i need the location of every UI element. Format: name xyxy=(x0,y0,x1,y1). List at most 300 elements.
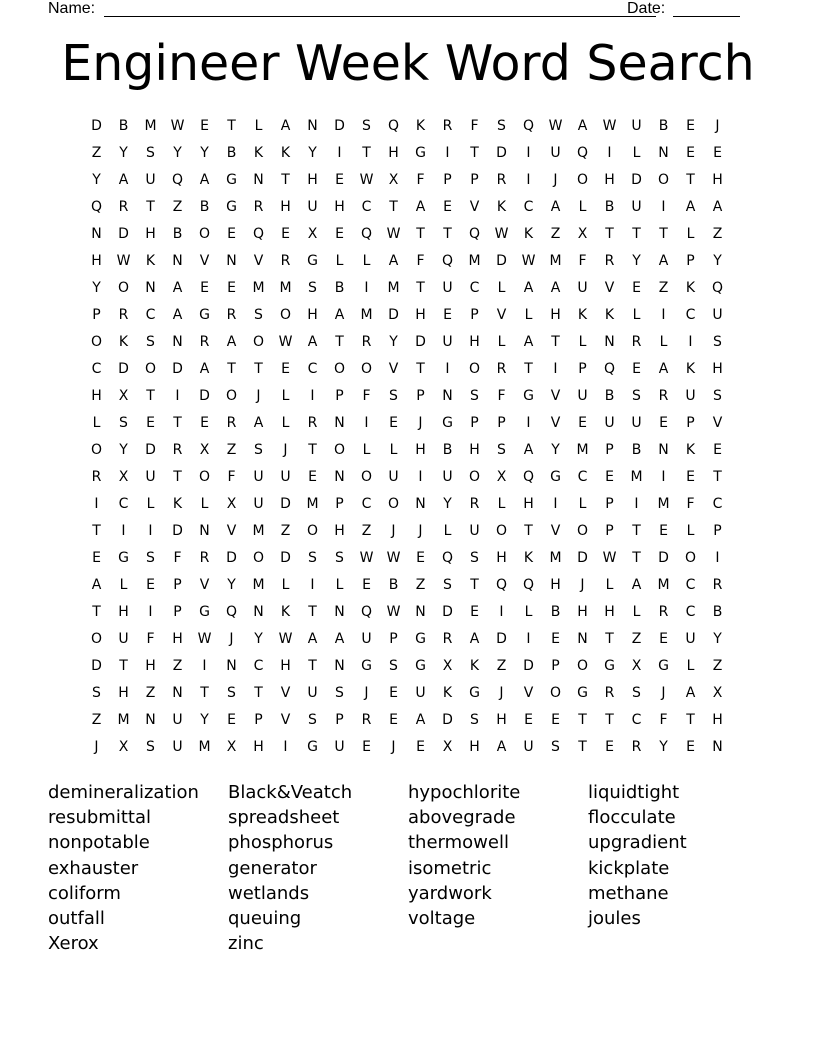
grid-letter[interactable]: Q xyxy=(711,279,724,296)
grid-letter[interactable]: H xyxy=(523,495,534,512)
grid-letter[interactable]: I xyxy=(364,279,369,296)
grid-letter[interactable]: R xyxy=(712,576,723,593)
grid-letter[interactable]: G xyxy=(199,306,210,323)
grid-letter[interactable]: V xyxy=(550,387,561,404)
grid-letter[interactable]: Q xyxy=(387,117,400,134)
grid-letter[interactable]: H xyxy=(712,711,723,728)
grid-letter[interactable]: N xyxy=(658,144,669,161)
grid-letter[interactable]: N xyxy=(172,333,183,350)
grid-letter[interactable]: G xyxy=(118,549,129,566)
grid-letter[interactable]: L xyxy=(578,333,587,350)
grid-letter[interactable]: M xyxy=(387,279,400,296)
grid-letter[interactable]: F xyxy=(686,495,695,512)
grid-letter[interactable]: A xyxy=(199,360,210,377)
grid-letter[interactable]: N xyxy=(226,252,237,269)
grid-letter[interactable]: S xyxy=(308,711,317,728)
grid-letter[interactable]: W xyxy=(197,630,212,647)
grid-letter[interactable]: H xyxy=(334,522,345,539)
grid-letter[interactable]: D xyxy=(496,144,507,161)
grid-letter[interactable]: N xyxy=(145,279,156,296)
grid-letter[interactable]: E xyxy=(713,441,722,458)
grid-letter[interactable]: B xyxy=(604,198,615,215)
grid-letter[interactable]: O xyxy=(360,468,373,485)
grid-letter[interactable]: R xyxy=(91,468,102,485)
grid-letter[interactable]: C xyxy=(577,468,588,485)
grid-letter[interactable]: U xyxy=(577,279,588,296)
grid-letter[interactable]: A xyxy=(631,576,642,593)
grid-letter[interactable]: F xyxy=(416,252,425,269)
grid-letter[interactable]: Z xyxy=(712,225,723,242)
grid-letter[interactable]: K xyxy=(685,279,696,296)
grid-letter[interactable]: Y xyxy=(254,630,263,647)
grid-letter[interactable]: M xyxy=(657,576,670,593)
grid-letter[interactable]: U xyxy=(523,738,534,755)
grid-letter[interactable]: S xyxy=(146,333,155,350)
grid-letter[interactable]: A xyxy=(172,279,183,296)
grid-letter[interactable]: O xyxy=(252,333,265,350)
grid-letter[interactable]: R xyxy=(253,198,264,215)
grid-letter[interactable]: G xyxy=(226,171,237,188)
grid-letter[interactable]: T xyxy=(416,279,425,296)
grid-letter[interactable]: J xyxy=(256,387,261,404)
grid-letter[interactable]: S xyxy=(497,117,506,134)
grid-letter[interactable]: L xyxy=(389,441,398,458)
grid-letter[interactable]: T xyxy=(308,657,317,674)
grid-letter[interactable]: U xyxy=(334,738,345,755)
grid-letter[interactable]: F xyxy=(470,117,479,134)
grid-letter[interactable]: D xyxy=(523,657,534,674)
grid-letter[interactable]: G xyxy=(307,738,318,755)
grid-letter[interactable]: A xyxy=(469,630,480,647)
grid-letter[interactable]: H xyxy=(307,171,318,188)
grid-letter[interactable]: E xyxy=(200,414,209,431)
grid-letter[interactable]: E xyxy=(551,630,560,647)
grid-letter[interactable]: U xyxy=(469,522,480,539)
grid-letter[interactable]: U xyxy=(280,468,291,485)
grid-letter[interactable]: F xyxy=(173,549,182,566)
grid-letter[interactable]: H xyxy=(550,576,561,593)
grid-letter[interactable]: Y xyxy=(200,144,209,161)
grid-letter[interactable]: N xyxy=(442,387,453,404)
grid-letter[interactable]: B xyxy=(658,117,669,134)
grid-letter[interactable]: U xyxy=(253,468,264,485)
grid-letter[interactable]: V xyxy=(523,684,534,701)
grid-letter[interactable]: E xyxy=(524,711,533,728)
grid-letter[interactable]: E xyxy=(227,279,236,296)
grid-letter[interactable]: U xyxy=(712,306,723,323)
grid-letter[interactable]: L xyxy=(497,279,506,296)
grid-letter[interactable]: R xyxy=(469,495,480,512)
grid-letter[interactable]: K xyxy=(577,306,588,323)
grid-letter[interactable]: I xyxy=(661,198,666,215)
grid-letter[interactable]: H xyxy=(91,252,102,269)
grid-letter[interactable]: V xyxy=(280,684,291,701)
grid-letter[interactable]: M xyxy=(549,549,562,566)
grid-letter[interactable]: E xyxy=(416,549,425,566)
grid-letter[interactable]: O xyxy=(198,468,211,485)
grid-letter[interactable]: Z xyxy=(172,657,183,674)
grid-letter[interactable]: G xyxy=(550,468,561,485)
grid-letter[interactable]: D xyxy=(280,549,291,566)
grid-letter[interactable]: R xyxy=(361,711,372,728)
grid-letter[interactable]: B xyxy=(118,117,129,134)
grid-letter[interactable]: T xyxy=(686,171,695,188)
grid-letter[interactable]: O xyxy=(90,333,103,350)
grid-letter[interactable]: F xyxy=(497,387,506,404)
grid-letter[interactable]: O xyxy=(495,522,508,539)
grid-letter[interactable]: Z xyxy=(91,711,102,728)
grid-letter[interactable]: E xyxy=(578,414,587,431)
grid-letter[interactable]: E xyxy=(686,117,695,134)
grid-letter[interactable]: R xyxy=(658,603,669,620)
grid-letter[interactable]: C xyxy=(523,198,534,215)
grid-letter[interactable]: E xyxy=(713,144,722,161)
grid-letter[interactable]: M xyxy=(252,522,265,539)
grid-letter[interactable]: O xyxy=(468,468,481,485)
grid-letter[interactable]: P xyxy=(605,495,614,512)
grid-letter[interactable]: T xyxy=(362,144,371,161)
grid-letter[interactable]: Q xyxy=(576,144,589,161)
grid-letter[interactable]: K xyxy=(172,495,183,512)
grid-letter[interactable]: U xyxy=(577,387,588,404)
grid-letter[interactable]: I xyxy=(310,576,315,593)
grid-letter[interactable]: A xyxy=(334,630,345,647)
grid-letter[interactable]: T xyxy=(227,117,236,134)
grid-letter[interactable]: V xyxy=(199,576,210,593)
grid-letter[interactable]: E xyxy=(308,468,317,485)
grid-letter[interactable]: D xyxy=(91,117,102,134)
grid-letter[interactable]: A xyxy=(577,117,588,134)
grid-letter[interactable]: Y xyxy=(227,576,236,593)
grid-letter[interactable]: G xyxy=(415,630,426,647)
grid-letter[interactable]: G xyxy=(415,657,426,674)
grid-letter[interactable]: K xyxy=(496,198,507,215)
grid-letter[interactable]: P xyxy=(389,630,398,647)
grid-letter[interactable]: X xyxy=(118,387,129,404)
grid-letter[interactable]: H xyxy=(388,144,399,161)
grid-letter[interactable]: W xyxy=(386,549,401,566)
grid-letter[interactable]: U xyxy=(631,414,642,431)
grid-letter[interactable]: S xyxy=(254,441,263,458)
grid-letter[interactable]: H xyxy=(496,711,507,728)
grid-letter[interactable]: I xyxy=(310,387,315,404)
grid-letter[interactable]: R xyxy=(172,441,183,458)
grid-letter[interactable]: E xyxy=(443,306,452,323)
grid-letter[interactable]: E xyxy=(470,603,479,620)
grid-letter[interactable]: K xyxy=(415,117,426,134)
grid-letter[interactable]: A xyxy=(550,198,561,215)
grid-letter[interactable]: M xyxy=(657,495,670,512)
grid-letter[interactable]: E xyxy=(686,738,695,755)
grid-letter[interactable]: L xyxy=(524,306,533,323)
grid-letter[interactable]: S xyxy=(632,684,641,701)
grid-letter[interactable]: A xyxy=(685,684,696,701)
grid-letter[interactable]: E xyxy=(416,738,425,755)
grid-letter[interactable]: Z xyxy=(496,657,507,674)
grid-letter[interactable]: V xyxy=(550,522,561,539)
grid-letter[interactable]: I xyxy=(634,495,639,512)
grid-letter[interactable]: L xyxy=(632,144,641,161)
grid-letter[interactable]: A xyxy=(280,117,291,134)
grid-letter[interactable]: E xyxy=(335,225,344,242)
name-field-line[interactable] xyxy=(104,16,656,17)
grid-letter[interactable]: K xyxy=(523,225,534,242)
grid-letter[interactable]: D xyxy=(172,522,183,539)
grid-letter[interactable]: J xyxy=(553,171,558,188)
grid-letter[interactable]: H xyxy=(712,171,723,188)
grid-letter[interactable]: N xyxy=(658,441,669,458)
grid-letter[interactable]: C xyxy=(685,306,696,323)
grid-letter[interactable]: Y xyxy=(713,252,722,269)
grid-letter[interactable]: R xyxy=(361,333,372,350)
grid-letter[interactable]: T xyxy=(146,198,155,215)
grid-letter[interactable]: U xyxy=(172,738,183,755)
grid-letter[interactable]: D xyxy=(631,171,642,188)
grid-letter[interactable]: Q xyxy=(441,549,454,566)
grid-letter[interactable]: X xyxy=(199,441,210,458)
grid-letter[interactable]: I xyxy=(283,738,288,755)
grid-letter[interactable]: L xyxy=(632,603,641,620)
grid-letter[interactable]: L xyxy=(659,333,668,350)
grid-letter[interactable]: V xyxy=(226,522,237,539)
grid-letter[interactable]: I xyxy=(445,144,450,161)
grid-letter[interactable]: N xyxy=(226,657,237,674)
grid-letter[interactable]: T xyxy=(308,441,317,458)
grid-letter[interactable]: E xyxy=(227,225,236,242)
grid-letter[interactable]: L xyxy=(281,387,290,404)
grid-letter[interactable]: N xyxy=(253,603,264,620)
grid-letter[interactable]: E xyxy=(146,576,155,593)
grid-letter[interactable]: F xyxy=(578,252,587,269)
grid-letter[interactable]: T xyxy=(632,549,641,566)
grid-letter[interactable]: Q xyxy=(495,576,508,593)
grid-letter[interactable]: E xyxy=(443,198,452,215)
grid-letter[interactable]: H xyxy=(253,738,264,755)
grid-letter[interactable]: H xyxy=(577,603,588,620)
grid-letter[interactable]: E xyxy=(659,414,668,431)
grid-letter[interactable]: Y xyxy=(308,144,317,161)
grid-letter[interactable]: R xyxy=(118,306,129,323)
grid-letter[interactable]: U xyxy=(361,630,372,647)
grid-letter[interactable]: S xyxy=(470,549,479,566)
grid-letter[interactable]: P xyxy=(686,414,695,431)
grid-letter[interactable]: W xyxy=(116,252,131,269)
grid-letter[interactable]: D xyxy=(496,630,507,647)
grid-letter[interactable]: A xyxy=(658,360,669,377)
grid-letter[interactable]: Z xyxy=(91,144,102,161)
grid-letter[interactable]: O xyxy=(576,171,589,188)
grid-letter[interactable]: X xyxy=(577,225,588,242)
grid-letter[interactable]: P xyxy=(443,171,452,188)
grid-letter[interactable]: I xyxy=(94,495,99,512)
grid-letter[interactable]: W xyxy=(521,252,536,269)
grid-letter[interactable]: K xyxy=(685,360,696,377)
grid-letter[interactable]: H xyxy=(334,198,345,215)
grid-letter[interactable]: U xyxy=(604,414,615,431)
grid-letter[interactable]: L xyxy=(281,414,290,431)
grid-letter[interactable]: M xyxy=(117,711,130,728)
grid-letter[interactable]: X xyxy=(226,495,237,512)
grid-letter[interactable]: A xyxy=(415,198,426,215)
grid-letter[interactable]: Z xyxy=(631,630,642,647)
grid-letter[interactable]: Y xyxy=(119,441,128,458)
grid-letter[interactable]: P xyxy=(605,441,614,458)
grid-letter[interactable]: R xyxy=(199,333,210,350)
grid-letter[interactable]: E xyxy=(605,468,614,485)
grid-letter[interactable]: F xyxy=(659,711,668,728)
grid-letter[interactable]: S xyxy=(146,549,155,566)
grid-letter[interactable]: E xyxy=(92,549,101,566)
grid-letter[interactable]: E xyxy=(227,711,236,728)
grid-letter[interactable]: V xyxy=(469,198,480,215)
grid-letter[interactable]: R xyxy=(307,414,318,431)
grid-letter[interactable]: E xyxy=(281,360,290,377)
grid-letter[interactable]: J xyxy=(94,738,99,755)
grid-letter[interactable]: L xyxy=(146,495,155,512)
grid-letter[interactable]: V xyxy=(280,711,291,728)
grid-letter[interactable]: D xyxy=(415,333,426,350)
grid-letter[interactable]: T xyxy=(470,144,479,161)
grid-letter[interactable]: E xyxy=(362,576,371,593)
grid-letter[interactable]: T xyxy=(416,225,425,242)
grid-letter[interactable]: B xyxy=(631,441,642,458)
grid-letter[interactable]: O xyxy=(333,360,346,377)
grid-letter[interactable]: Q xyxy=(603,360,616,377)
grid-letter[interactable]: U xyxy=(145,468,156,485)
grid-letter[interactable]: P xyxy=(497,414,506,431)
grid-letter[interactable]: S xyxy=(335,684,344,701)
grid-letter[interactable]: L xyxy=(686,225,695,242)
grid-letter[interactable]: X xyxy=(442,738,453,755)
grid-letter[interactable]: T xyxy=(605,630,614,647)
grid-letter[interactable]: Q xyxy=(171,171,184,188)
grid-letter[interactable]: L xyxy=(443,522,452,539)
grid-letter[interactable]: N xyxy=(253,171,264,188)
grid-letter[interactable]: M xyxy=(576,441,589,458)
grid-letter[interactable]: S xyxy=(92,684,101,701)
grid-letter[interactable]: T xyxy=(713,468,722,485)
grid-letter[interactable]: K xyxy=(442,684,453,701)
grid-letter[interactable]: Q xyxy=(522,468,535,485)
grid-letter[interactable]: J xyxy=(229,630,234,647)
grid-letter[interactable]: T xyxy=(416,360,425,377)
grid-letter[interactable]: D xyxy=(442,711,453,728)
grid-letter[interactable]: I xyxy=(148,522,153,539)
grid-letter[interactable]: Y xyxy=(713,630,722,647)
grid-letter[interactable]: K xyxy=(604,306,615,323)
grid-letter[interactable]: R xyxy=(280,252,291,269)
grid-letter[interactable]: V xyxy=(604,279,615,296)
grid-letter[interactable]: H xyxy=(118,684,129,701)
grid-letter[interactable]: U xyxy=(145,171,156,188)
grid-letter[interactable]: C xyxy=(307,360,318,377)
grid-letter[interactable]: R xyxy=(442,630,453,647)
grid-letter[interactable]: N xyxy=(334,414,345,431)
grid-letter[interactable]: T xyxy=(578,738,587,755)
grid-letter[interactable]: H xyxy=(280,657,291,674)
grid-letter[interactable]: R xyxy=(631,333,642,350)
grid-letter[interactable]: G xyxy=(577,684,588,701)
grid-letter[interactable]: P xyxy=(335,495,344,512)
grid-letter[interactable]: Z xyxy=(658,279,669,296)
grid-letter[interactable]: L xyxy=(578,495,587,512)
grid-letter[interactable]: G xyxy=(658,657,669,674)
grid-letter[interactable]: S xyxy=(551,738,560,755)
grid-letter[interactable]: G xyxy=(523,387,534,404)
grid-letter[interactable]: I xyxy=(337,144,342,161)
grid-letter[interactable]: S xyxy=(227,684,236,701)
grid-letter[interactable]: L xyxy=(92,414,101,431)
grid-letter[interactable]: L xyxy=(605,576,614,593)
grid-letter[interactable]: O xyxy=(468,360,481,377)
grid-letter[interactable]: C xyxy=(712,495,723,512)
grid-letter[interactable]: J xyxy=(499,684,504,701)
grid-letter[interactable]: H xyxy=(469,333,480,350)
grid-letter[interactable]: S xyxy=(497,441,506,458)
grid-letter[interactable]: K xyxy=(253,144,264,161)
grid-letter[interactable]: X xyxy=(307,225,318,242)
grid-letter[interactable]: J xyxy=(283,441,288,458)
grid-letter[interactable]: A xyxy=(226,333,237,350)
grid-letter[interactable]: T xyxy=(254,684,263,701)
grid-letter[interactable]: L xyxy=(362,252,371,269)
grid-letter[interactable]: N xyxy=(334,468,345,485)
grid-letter[interactable]: I xyxy=(553,360,558,377)
grid-letter[interactable]: M xyxy=(549,252,562,269)
grid-letter[interactable]: O xyxy=(198,225,211,242)
grid-letter[interactable]: D xyxy=(442,603,453,620)
grid-letter[interactable]: H xyxy=(604,603,615,620)
grid-letter[interactable]: X xyxy=(712,684,723,701)
grid-letter[interactable]: A xyxy=(334,306,345,323)
grid-letter[interactable]: S xyxy=(389,657,398,674)
grid-letter[interactable]: E xyxy=(362,738,371,755)
grid-letter[interactable]: O xyxy=(387,495,400,512)
grid-letter[interactable]: E xyxy=(389,414,398,431)
grid-letter[interactable]: N xyxy=(334,603,345,620)
grid-letter[interactable]: I xyxy=(661,306,666,323)
grid-letter[interactable]: Y xyxy=(200,711,209,728)
grid-letter[interactable]: N xyxy=(172,684,183,701)
grid-letter[interactable]: P xyxy=(551,657,560,674)
grid-letter[interactable]: J xyxy=(580,576,585,593)
grid-letter[interactable]: L xyxy=(632,306,641,323)
grid-letter[interactable]: I xyxy=(175,387,180,404)
grid-letter[interactable]: C xyxy=(145,306,156,323)
grid-letter[interactable]: T xyxy=(200,684,209,701)
grid-letter[interactable]: E xyxy=(200,279,209,296)
grid-letter[interactable]: L xyxy=(119,576,128,593)
grid-letter[interactable]: D xyxy=(172,360,183,377)
grid-letter[interactable]: R xyxy=(496,171,507,188)
grid-letter[interactable]: Q xyxy=(360,225,373,242)
grid-letter[interactable]: Q xyxy=(90,198,103,215)
grid-letter[interactable]: S xyxy=(443,576,452,593)
grid-letter[interactable]: I xyxy=(553,495,558,512)
grid-letter[interactable]: T xyxy=(173,414,182,431)
grid-letter[interactable]: W xyxy=(170,117,185,134)
grid-letter[interactable]: A xyxy=(118,171,129,188)
grid-letter[interactable]: P xyxy=(254,711,263,728)
grid-letter[interactable]: U xyxy=(631,198,642,215)
grid-letter[interactable]: J xyxy=(418,414,423,431)
grid-letter[interactable]: H xyxy=(604,171,615,188)
grid-letter[interactable]: I xyxy=(202,657,207,674)
grid-letter[interactable]: L xyxy=(497,495,506,512)
grid-letter[interactable]: O xyxy=(279,306,292,323)
grid-letter[interactable]: K xyxy=(145,252,156,269)
grid-letter[interactable]: J xyxy=(364,684,369,701)
